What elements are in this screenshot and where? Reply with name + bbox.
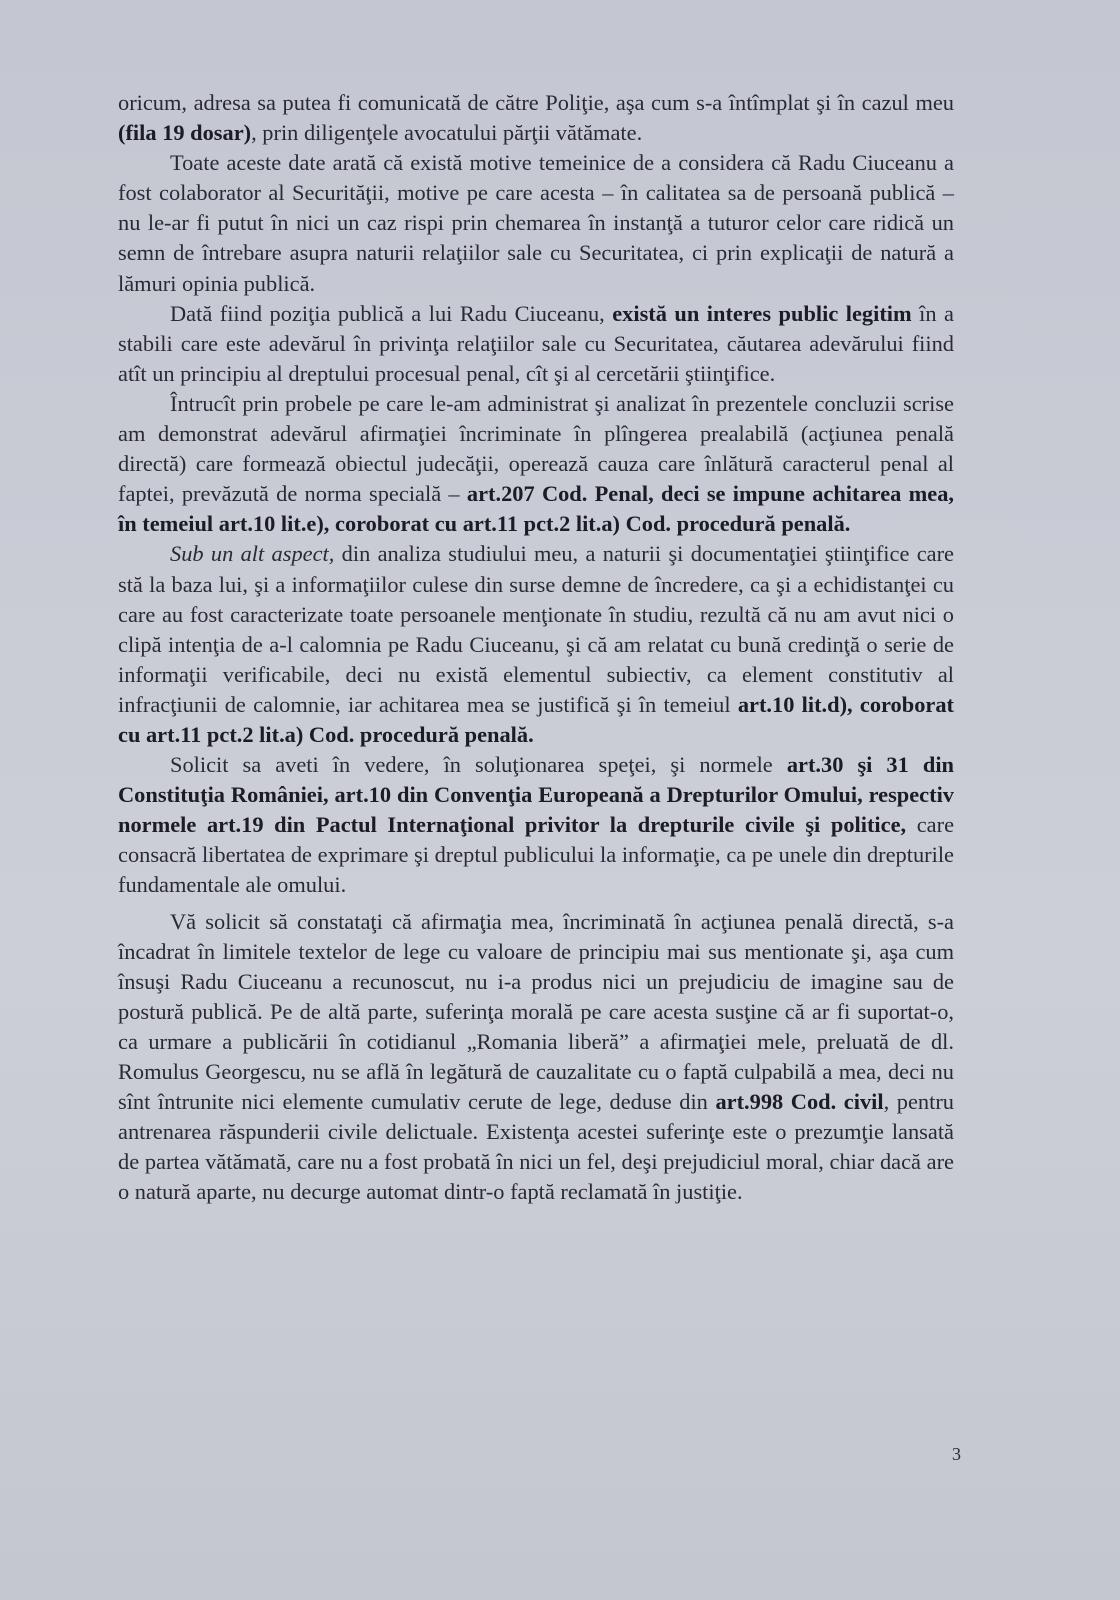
page-number: 3 bbox=[952, 1444, 961, 1464]
paragraph: Dată fiind poziţia publică a lui Radu Ciuceanu, există un interes public legitim în a stabili care este adevărul în privinţa relaţiilor sale cu Securitatea, căutarea adevărului fiind atît un principiu al dreptului procesual penal, cît şi al cercetării ştiinţifice. bbox=[118, 300, 954, 386]
paragraph: Sub un alt aspect, din analiza studiului meu, a naturii şi documentaţiei ştiinţifice care stă la baza lui, şi a informaţiilor culese din surse demne de încredere, ca şi a echidistanţei cu care au fost caracterizate toate persoanele menţionate în studiu, rezultă că nu am avut nici o clipă intenţia de a-l calomnia pe Radu Ciuceanu, şi că am relatat cu bună credinţă o serie de informaţii verificabile, deci nu există elementul subiectiv, ca element constitutiv al infracţiunii de calomnie, iar achitarea mea se justifică şi în temeiul art.10 lit.d), coroborat cu art.11 pct.2 lit.a) Cod. procedură penală. bbox=[118, 541, 954, 747]
paragraph: Întrucît prin probele pe care le-am administrat şi analizat în prezentele concluzii scrise am demonstrat adevărul afirmaţiei încriminate în plîngerea prealabilă (acţiunea penală directă) care formează obiectul judecăţii, operează cauza care înlătură caracterul penal al faptei, prevăzută de norma specială – art.207 Cod. Penal, deci se impune achitarea mea, în temeiul art.10 lit.e), coroborat cu art.11 pct.2 lit.a) Cod. procedură penală. bbox=[118, 390, 954, 537]
paragraph: Vă solicit să constataţi că afirmaţia mea, încriminată în acţiunea penală directă, s-a încadrat în limitele textelor de lege cu valoare de principiu mai sus mentionate şi, aşa cum însuşi Radu Ciuceanu a recunoscut, nu i-a produs nici un prejudiciu de imagine sau de postură publică. Pe de altă parte, suferinţa morală pe care acesta susţine că ar fi suportat-o, ca urmare a publicării în cotidianul „Romania liberă” a afirmaţiei mele, preluată de dl. Romulus Georgescu, nu se află în legătură de cauzalitate cu o faptă culpabilă a mea, deci nu sînt întrunite nici elemente cumulativ cerute de lege, deduse din art.998 Cod. civil, pentru antrenarea răspunderii civile delictuale. Existenţa acestei suferinţe este o prezumţie lansată de partea vătămată, care nu a fost probată în nici un fel, deşi prejudiciul moral, chiar dacă are o natură aparte, nu decurge automat dintr-o faptă reclamată în justiţie. bbox=[118, 908, 954, 1205]
paragraph: Toate aceste date arată că există motive temeinice de a considera că Radu Ciuceanu a fost colaborator al Securităţii, motive pe care acesta – în calitatea sa de persoană publică – nu le-ar fi putut în nici un caz rispi prin chemarea în instanţă a tuturor celor care ridică un semn de întrebare asupra naturii relaţiilor sale cu Securitatea, ci prin explicaţii de natură a lămuri opinia publică. bbox=[118, 150, 954, 296]
paragraph: Solicit sa aveti în vedere, în soluţionarea speţei, şi normele art.30 şi 31 din Constituţia României, art.10 din Convenţia Europeană a Drepturilor Omului, respectiv normele art.19 din Pactul Internaţional privitor la drepturile civile şi politice, care consacră libertatea de exprimare şi dreptul publicului la informaţie, ca pe unele din drepturile fundamentale ale omului. bbox=[118, 752, 955, 898]
paragraph: oricum, adresa sa putea fi comunicată de către Poliţie, aşa cum s-a întîmplat şi în cazul meu (fila 19 dosar), prin diligenţele avocatului părţii vătămate. bbox=[118, 90, 954, 146]
document-body bbox=[118, 88, 954, 1207]
